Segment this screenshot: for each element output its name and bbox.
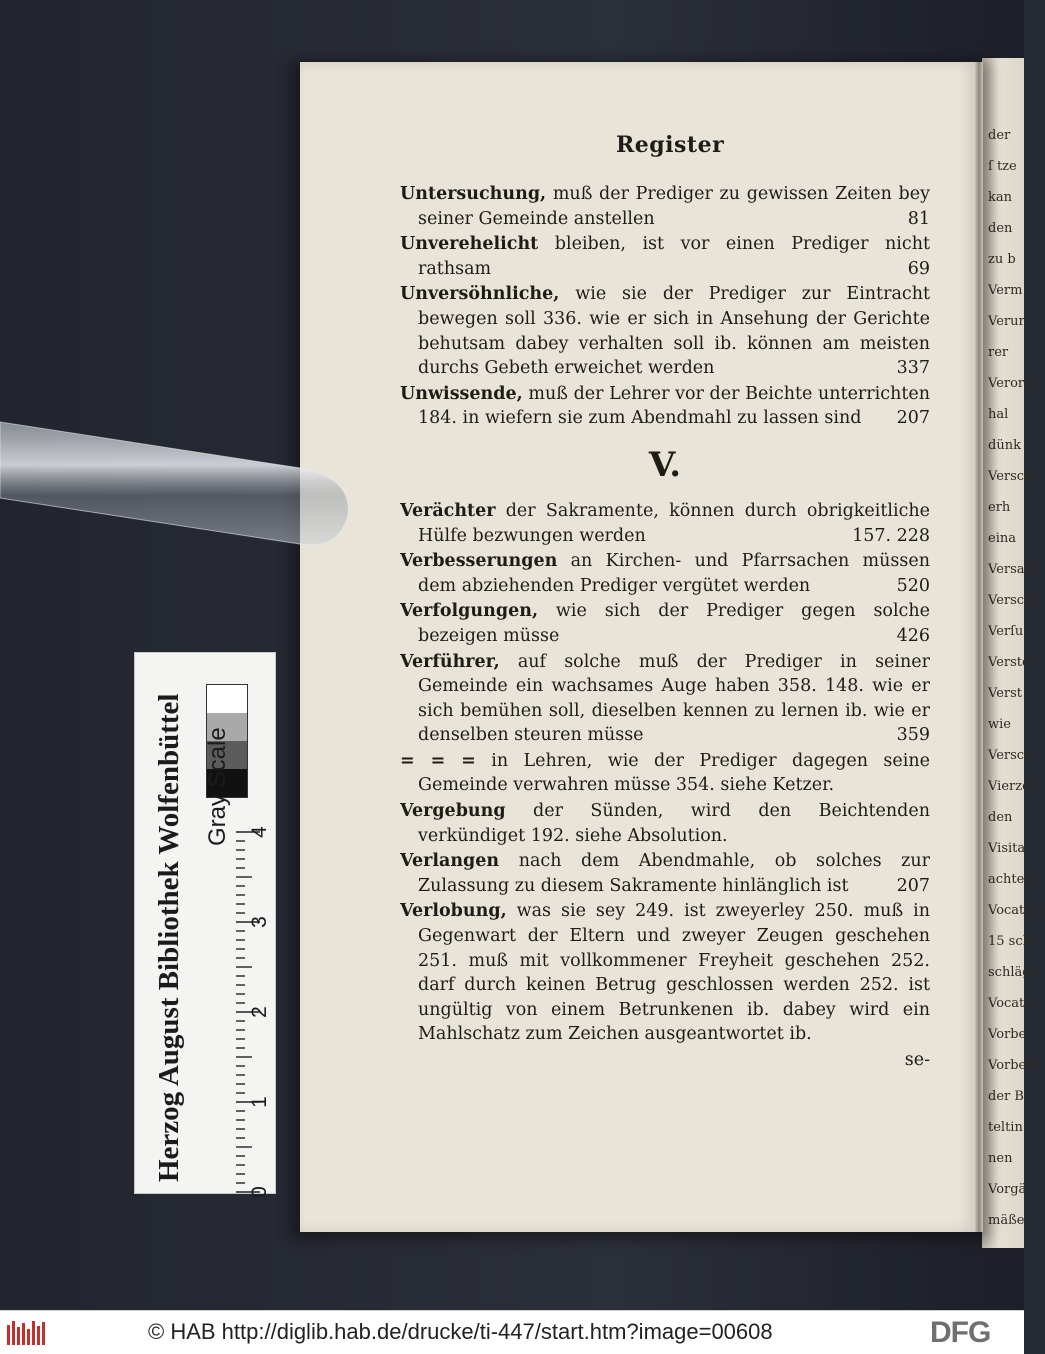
- ruler-number: 4: [247, 826, 271, 838]
- facing-page-fragment: Vocation: [988, 903, 1045, 918]
- facing-page-fragment: Versam: [988, 562, 1037, 577]
- entry-page-ref: 157. 228: [852, 525, 930, 546]
- facing-page-fragment: Versto: [988, 655, 1030, 670]
- catchword: se-: [904, 1050, 930, 1070]
- entry-keyword: Verfolgungen,: [400, 601, 539, 622]
- facing-page-fragment: der B: [988, 1089, 1024, 1104]
- entry-text: der Sünden, wird den Beichtenden verkündiget 192. siehe Absolution.: [418, 801, 930, 846]
- register-entries: [400, 182, 930, 1073]
- ruler-number: 1: [247, 1096, 271, 1108]
- entry-keyword: Vergebung: [400, 801, 506, 822]
- facing-page-fragment: 15 sch: [988, 934, 1031, 949]
- entry-page-ref: 207: [896, 875, 930, 896]
- scale-card-text: [152, 654, 242, 1182]
- facing-page-fragment: Versch: [988, 469, 1033, 484]
- glass-rod: [0, 418, 352, 550]
- facing-page-fragment: mäße: [988, 1213, 1025, 1228]
- running-head: Register: [616, 132, 725, 158]
- entry-keyword: Unwissende,: [400, 383, 523, 404]
- entry-text: an Kirchen- und Pfarrsachen müssen dem abziehenden Prediger vergütet werden: [418, 551, 930, 596]
- entry-text: was sie sey 249. ist zweyerley 250. muß in Gegenwart der Eltern und zweyer Zeugen geschehen 251. muß mit vollkommener Freyheit geschehen 252. darf durch keinen Betrug geschlossen werden 252. ist ungültig von einem Betrunkenen ib. dabey wird ein Mahlschatz zum Zeichen ausgeantwortet ib.: [418, 901, 930, 1045]
- entry-text: der Sakramente, können durch obrigkeitliche Hülfe bezwungen werden: [418, 500, 930, 546]
- register-entry: [400, 849, 930, 898]
- facing-page-fragment: schläge: [988, 965, 1039, 980]
- entry-text: bleiben, ist vor einen Prediger nicht rathsam: [418, 234, 930, 279]
- entry-text: in Lehren, wie der Prediger dagegen seine Gemeinde verwahren müsse 354. siehe Ketzer.: [418, 750, 930, 796]
- facing-page-fragment: dünk: [988, 438, 1021, 453]
- entry-page-ref: 359: [896, 725, 930, 746]
- facing-page-fragment: Vorbere: [988, 1058, 1041, 1073]
- ruler-number: 0: [247, 1186, 271, 1198]
- facing-page-fragment: Verur: [988, 314, 1025, 329]
- entry-page-ref: 426: [896, 625, 930, 646]
- entry-keyword: Untersuchung,: [400, 184, 547, 204]
- facing-page-fragment: Vierzeh: [988, 779, 1039, 794]
- footer-bar: [0, 1310, 1024, 1354]
- entry-keyword: Verlangen: [400, 851, 500, 872]
- facing-page-fragment: Vorgä: [988, 1182, 1027, 1197]
- facing-page-fragment: Verſu: [988, 624, 1024, 639]
- register-entry: [400, 282, 930, 380]
- library-name: Herzog August Bibliothek Wolfenbüttel: [153, 693, 185, 1182]
- entry-keyword: Verlobung,: [400, 901, 507, 922]
- facing-page-fragment: achten: [988, 872, 1033, 887]
- facing-page-fragment: zu b: [988, 252, 1016, 267]
- facing-page-fragment: Visita: [988, 841, 1026, 856]
- entry-text: nach dem Abendmahle, ob solches zur Zulassung zu diesem Sakramente hinlänglich ist: [418, 851, 930, 896]
- letter-heading: V.: [648, 444, 682, 485]
- facing-page-fragment: den: [988, 221, 1013, 236]
- facing-page-fragment: der: [988, 128, 1011, 143]
- entry-page-ref: 207: [896, 408, 930, 429]
- facing-page-fragment: Versch: [988, 593, 1033, 608]
- entry-text: muß der Lehrer vor der Beichte unterrichten 184. in wiefern sie zum Abendmahl zu lassen sind: [418, 383, 930, 429]
- facing-page-fragment: Verst: [988, 686, 1022, 701]
- register-entry: [400, 382, 930, 431]
- entries-u-section: [400, 182, 930, 431]
- facing-page-fragment: Verm: [988, 283, 1023, 298]
- register-entry: [400, 182, 930, 231]
- entry-keyword: Verführer,: [400, 651, 500, 672]
- entry-keyword: Unverehelicht: [400, 234, 539, 255]
- register-entry: [400, 650, 930, 748]
- ruler-number: 3: [247, 916, 271, 928]
- facing-page-fragment: Versch: [988, 748, 1033, 763]
- page-content: [300, 62, 978, 1232]
- facing-page-fragment: hal: [988, 407, 1009, 422]
- facing-page-fragment: erh: [988, 500, 1011, 515]
- register-entry: [400, 499, 930, 548]
- entry-text: auf solche muß der Prediger in seiner Gemeinde ein wachsames Auge haben 358. 148. wie er sich bemühen soll, dieselben kennen zu lernen ib. wie er denselben steuren müsse: [418, 651, 930, 746]
- entry-page-ref: 337: [896, 358, 930, 379]
- facing-page-fragment: nen: [988, 1151, 1013, 1166]
- entry-page-ref: 520: [896, 575, 930, 596]
- register-entry: [400, 799, 930, 848]
- entry-page-ref: 69: [907, 258, 930, 279]
- facing-page-fragment: eina: [988, 531, 1016, 546]
- facing-page-fragment: teltin: [988, 1120, 1023, 1135]
- gray-scale-label: Gray Scale: [204, 727, 231, 846]
- entry-keyword: Verächter: [400, 500, 496, 521]
- entries-v-section: [400, 499, 930, 1047]
- facing-page-fragment: den: [988, 810, 1013, 825]
- facing-page-fragment: wie: [988, 717, 1011, 732]
- register-entry: [400, 232, 930, 281]
- register-entry: [400, 599, 930, 648]
- entry-keyword: Verbesserungen: [400, 551, 558, 572]
- entry-text: wie sie der Prediger zur Eintracht bewegen soll 336. wie er sich in Ansehung der Gerichte behutsam dabey verhalten soll ib. können am meisten durchs Gebeth erweichet werden: [418, 284, 930, 379]
- entry-keyword: = = =: [400, 750, 476, 771]
- facing-page-fragment: kan: [988, 190, 1013, 205]
- source-url-text: © HAB http://diglib.hab.de/drucke/ti-447/start.htm?image=00608: [148, 1319, 773, 1344]
- register-entry: [400, 899, 930, 1047]
- dfg-logo: DFG: [930, 1316, 991, 1349]
- facing-page-fragment: Vorbe: [988, 1027, 1027, 1042]
- hab-logo-icon: [6, 1319, 50, 1347]
- facing-page-fragment: rer: [988, 345, 1009, 360]
- register-entry: [400, 549, 930, 598]
- facing-page-fragment: ſ tze: [988, 159, 1017, 174]
- ruler-number: 2: [247, 1006, 271, 1018]
- entry-text: wie sich der Prediger gegen solche bezeigen müsse: [418, 601, 930, 646]
- facing-page-fragment: Verord: [988, 376, 1033, 391]
- register-entry: [400, 749, 930, 798]
- entry-keyword: Unversöhnliche,: [400, 284, 560, 305]
- entry-text: muß der Prediger zu gewissen Zeiten bey seiner Gemeinde anstellen: [418, 184, 930, 229]
- facing-page-fragment: Vocatio: [988, 996, 1037, 1011]
- entry-page-ref: 81: [907, 208, 930, 229]
